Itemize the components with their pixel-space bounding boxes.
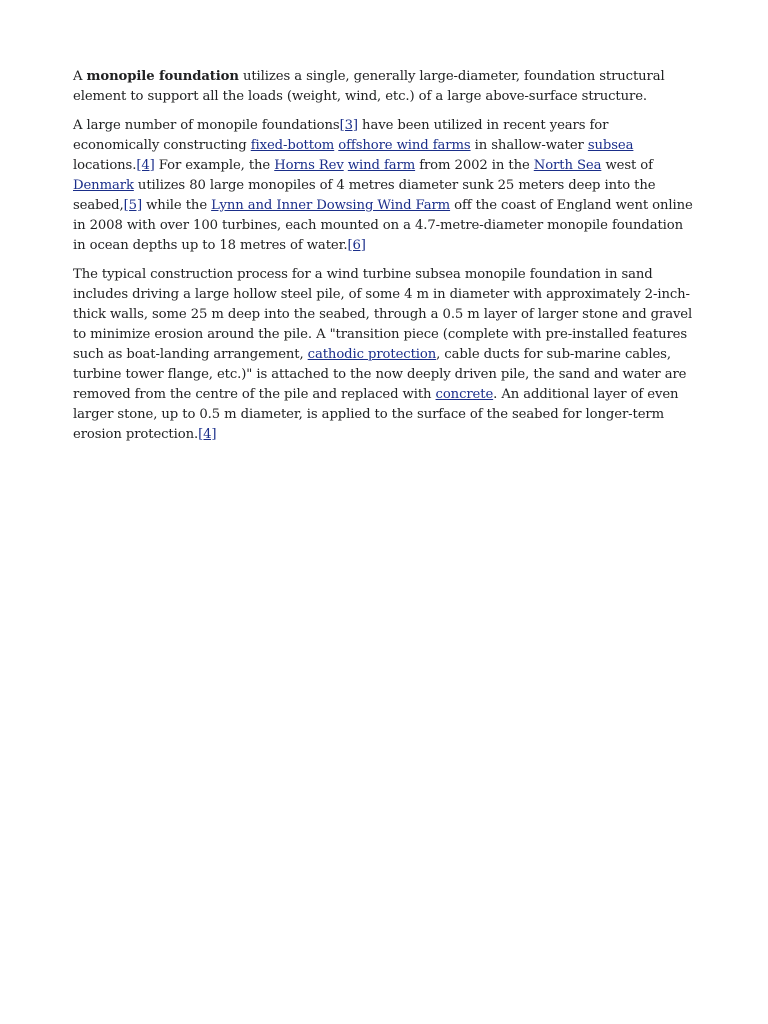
paragraph-1 [73, 67, 695, 107]
text-run: The typical construction process for a wind turbine subsea monopile foundation in sand includes driving a large hollow steel pile, of some 4 m in diameter with approximately 2-inch-thick walls, some 25 m deep into the seabed, through a 0.5 m layer of larger stone and gravel to minimize erosion around the pile. A "transition piece (complete with pre-installed features such as boat-landing arrangement, [73, 267, 693, 362]
article-body [73, 67, 695, 454]
text-run: off the coast of England went online in 2008 with over 100 turbines, each mounted on a 4.7-metre-diameter monopile foundation in ocean depths up to 18 metres of water. [73, 198, 693, 253]
citation-3-link[interactable]: [3] [339, 118, 358, 133]
offshore-wind-farms-link[interactable]: offshore wind farms [338, 138, 471, 153]
text-run: locations. [73, 158, 137, 173]
text-run: utilizes 80 large monopiles of 4 metres diameter sunk 25 meters deep into the seabed, [73, 178, 656, 213]
bold-term: monopile foundation [86, 69, 239, 84]
citation-4-link[interactable]: [4] [136, 158, 155, 173]
text-run: A large number of monopile foundations [73, 118, 340, 133]
text-run: in shallow-water [470, 138, 588, 153]
paragraph-2 [73, 116, 695, 256]
fixed-bottom-link[interactable]: fixed-bottom [250, 138, 335, 153]
text-run: west of [601, 158, 653, 173]
text-run: For example, the [154, 158, 275, 173]
text-run: . An additional layer of even larger stone, up to 0.5 m diameter, is applied to the surface of the seabed for longer-term erosion protection. [73, 387, 679, 442]
paragraph-3 [73, 265, 695, 445]
lynn-inner-dowsing-link[interactable]: Lynn and Inner Dowsing Wind Farm [211, 198, 451, 213]
wind-farm-link[interactable]: wind farm [347, 158, 416, 173]
north-sea-link[interactable]: North Sea [533, 158, 602, 173]
text-run: while the [142, 198, 212, 213]
cathodic-protection-link[interactable]: cathodic protection [307, 347, 437, 362]
subsea-link[interactable]: subsea [587, 138, 634, 153]
text-run: from 2002 in the [415, 158, 534, 173]
text-run: utilizes a single, generally large-diameter, foundation structural element to support all the loads (weight, wind, etc.) of a large above-surface structure. [73, 69, 665, 104]
concrete-link[interactable]: concrete [435, 387, 494, 402]
citation-6-link[interactable]: [6] [347, 238, 366, 253]
citation-5-link[interactable]: [5] [123, 198, 143, 213]
text-run: , cable ducts for sub-marine cables, turbine tower flange, etc.)" is attached to the now deeply driven pile, the sand and water are removed from the centre of the pile and replaced with [73, 347, 687, 402]
denmark-link[interactable]: Denmark [73, 178, 134, 193]
text-run: have been utilized in recent years for economically constructing [73, 118, 609, 153]
citation-4-link[interactable]: [4] [198, 427, 217, 442]
horns-rev-link[interactable]: Horns Rev [274, 158, 344, 173]
text-run: A [73, 69, 87, 84]
